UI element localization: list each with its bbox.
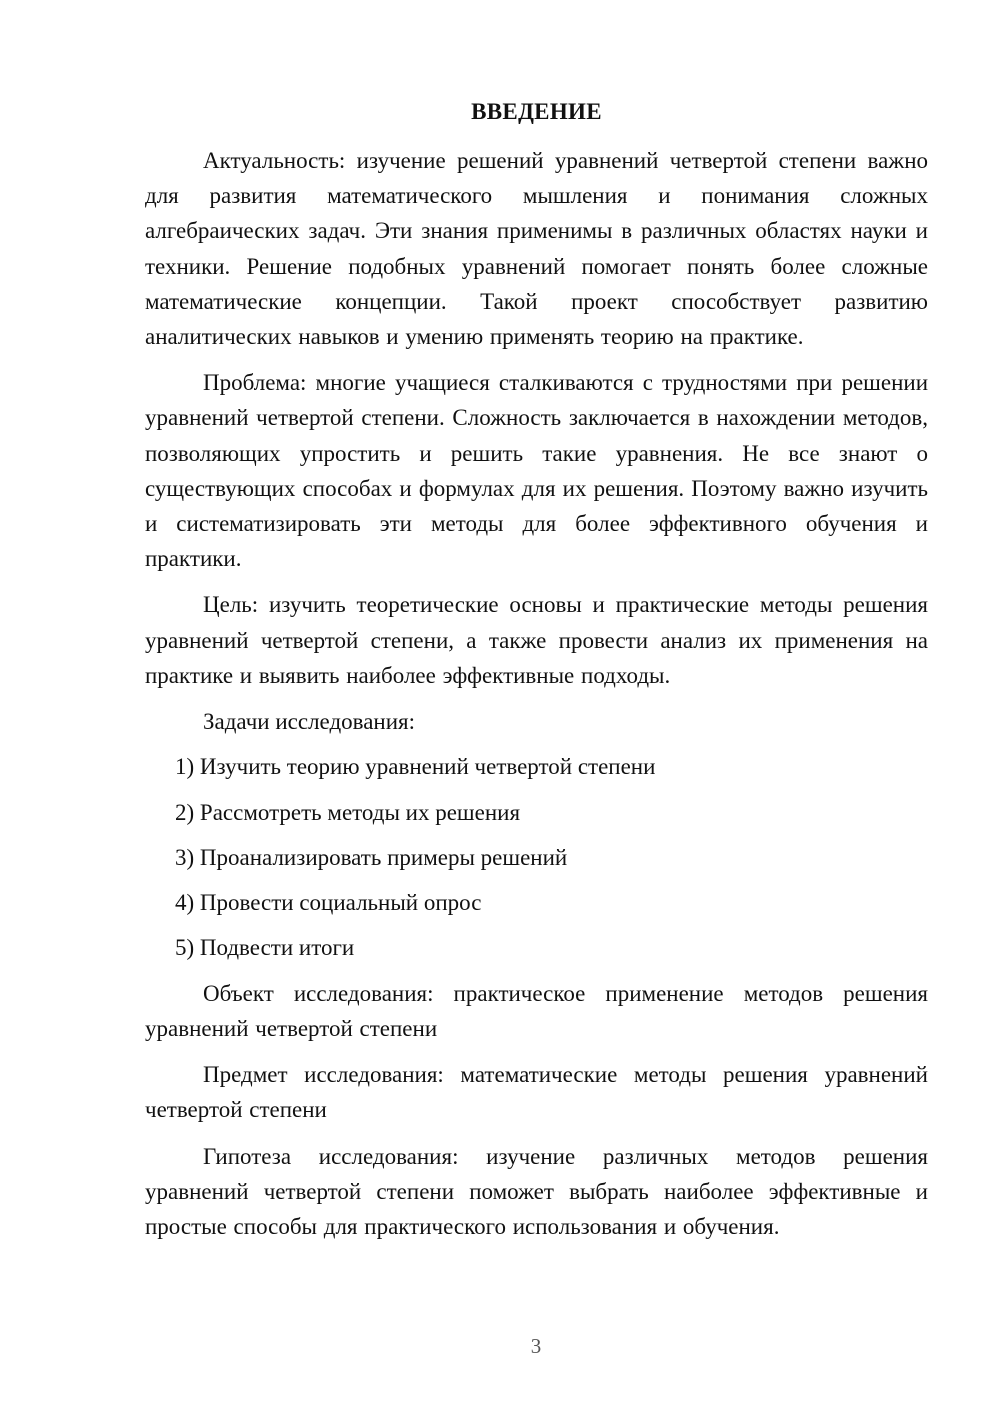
object-paragraph: Объект исследования: практическое применение методов решения уравнений четвертой степени bbox=[145, 980, 928, 1041]
section-heading: ВВЕДЕНИЕ bbox=[471, 99, 602, 124]
page-content bbox=[145, 94, 928, 1255]
task-item-4: 4) Провести социальный опрос bbox=[175, 890, 482, 916]
relevance-paragraph: Актуальность: изучение решений уравнений четвертой степени важно для развития математического мышления и понимания сложных алгебраических задач. Эти знания применимы в различных областях науки и техники. Решение подобных уравнений помогает понять более сложные математические концепции. Такой проект способствует развитию аналитических навыков и умению применять теорию на практике. bbox=[145, 148, 928, 350]
problem-paragraph: Проблема: многие учащиеся сталкиваются с трудностями при решении уравнений четвертой степени. Сложность заключается в нахождении методов, позволяющих упростить и решить такие уравнения. Не все знают о существующих способах и формулах для их решения. Поэтому важно изучить и систематизировать эти методы для более эффективного обучения и практики. bbox=[145, 370, 928, 572]
task-item-2: 2) Рассмотреть методы их решения bbox=[175, 799, 521, 825]
task-item-5: 5) Подвести итоги bbox=[175, 935, 355, 961]
page-number: 3 bbox=[530, 1334, 542, 1358]
hypothesis-paragraph: Гипотеза исследования: изучение различных методов решения уравнений четвертой степени поможет выбрать наиболее эффективные и простые способы для практического использования и обучения. bbox=[145, 1143, 928, 1239]
task-list bbox=[145, 749, 928, 965]
goal-paragraph: Цель: изучить теоретические основы и практические методы решения уравнений четвертой степени, а также провести анализ их применения на практике и выявить наиболее эффективные подходы. bbox=[145, 592, 928, 688]
tasks-title: Задачи исследования: bbox=[203, 709, 416, 735]
task-item-1: 1) Изучить теорию уравнений четвертой степени bbox=[175, 754, 656, 780]
subject-paragraph: Предмет исследования: математические методы решения уравнений четвертой степени bbox=[145, 1062, 928, 1123]
task-item-3: 3) Проанализировать примеры решений bbox=[175, 844, 568, 870]
